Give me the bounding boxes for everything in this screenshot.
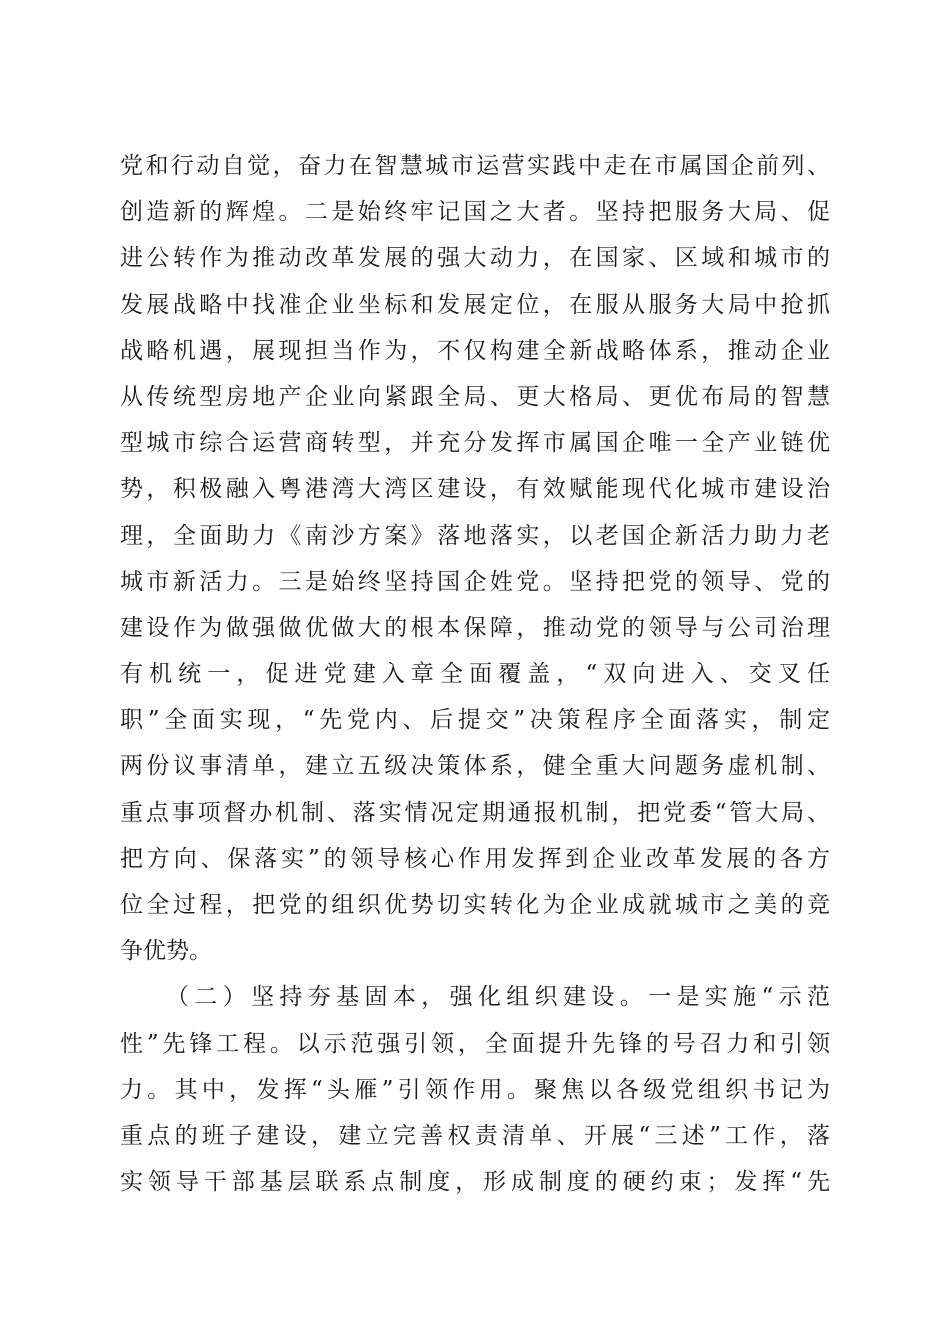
text-line: 党和行动自觉，奋力在智慧城市运营实践中走在市属国企前列、	[120, 153, 830, 179]
text-line: 重点的班子建设，建立完善权责清单、开展“三述”工作，落	[120, 1122, 830, 1149]
text-line: 重点事项督办机制、落实情况定期通报机制，把党委“管大局、	[120, 799, 830, 826]
text-line: 性”先锋工程。以示范强引领，全面提升先锋的号召力和引领	[120, 1030, 830, 1057]
text-line: 两份议事清单，建立五级决策体系，健全重大问题务虚机制、	[120, 753, 830, 780]
document-body	[120, 143, 830, 1205]
text-line: 发展战略中找准企业坐标和发展定位，在服从服务大局中抢抓	[120, 291, 830, 318]
text-line: 位全过程，把党的组织优势切实转化为企业成就城市之美的竞	[120, 892, 830, 918]
paragraph-1	[120, 143, 830, 974]
text-line: 职”全面实现，“先党内、后提交”决策程序全面落实，制定	[120, 707, 830, 734]
text-line: 从传统型房地产企业向紧跟全局、更大格局、更优布局的智慧	[120, 383, 830, 410]
text-line: 把方向、保落实”的领导核心作用发挥到企业改革发展的各方	[120, 845, 830, 872]
text-line: 势，积极融入粤港湾大湾区建设，有效赋能现代化城市建设治	[120, 476, 830, 503]
text-line: 进公转作为推动改革发展的强大动力，在国家、区域和城市的	[120, 245, 830, 272]
text-line: 创造新的辉煌。二是始终牢记国之大者。坚持把服务大局、促	[120, 199, 830, 226]
text-line: 理，全面助力《南沙方案》落地落实，以老国企新活力助力老	[120, 522, 830, 549]
text-line: 城市新活力。三是始终坚持国企姓党。坚持把党的领导、党的	[120, 568, 830, 595]
text-line: 战略机遇，展现担当作为，不仅构建全新战略体系，推动企业	[120, 337, 830, 364]
text-line: 力。其中，发挥“头雁”引领作用。聚焦以各级党组织书记为	[120, 1076, 830, 1103]
paragraph-2	[120, 974, 830, 1205]
text-line: 实领导干部基层联系点制度，形成制度的硬约束；发挥“先	[120, 1169, 830, 1196]
text-line: 有机统一，促进党建入章全面覆盖，“双向进入、交叉任	[120, 661, 830, 688]
text-line: 型城市综合运营商转型，并充分发挥市属国企唯一全产业链优	[120, 430, 830, 457]
text-line: 建设作为做强做优做大的根本保障，推动党的领导与公司治理	[120, 614, 830, 641]
text-line: 争优势。	[120, 938, 212, 965]
section-heading-line: （二）坚持夯基固本，强化组织建设。一是实施“示范	[166, 984, 830, 1011]
